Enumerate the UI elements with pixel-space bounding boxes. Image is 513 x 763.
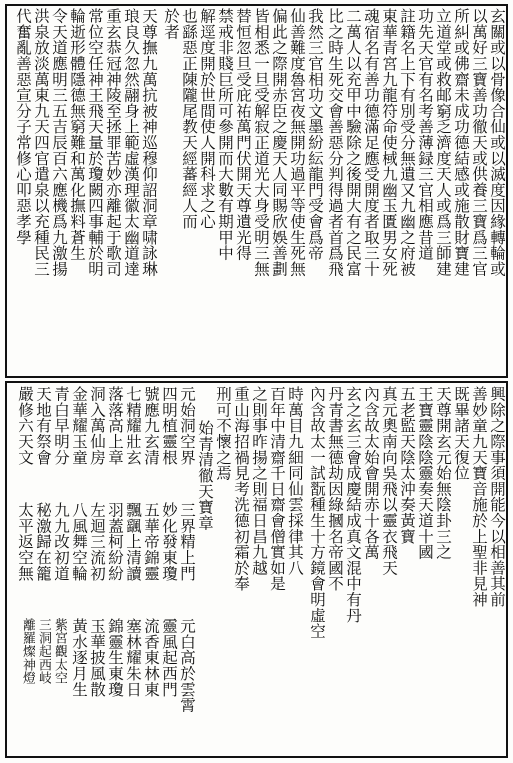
- text-column: 註籍名上下有別受分無遺又九幽之府被: [398, 8, 416, 277]
- section-title: 始青清徹天寶章: [196, 420, 214, 531]
- panel-divider: [5, 378, 508, 381]
- verse-line: 紫宮觀太空: [52, 618, 67, 685]
- text-column: 東華青宮九龍符命使棫九幽玉匱男女死: [380, 8, 398, 277]
- verse-line: 青白早明分: [52, 386, 70, 465]
- verse-line: 離羅燦神燈: [20, 618, 35, 685]
- verse-line: 七精耀壯玄: [124, 386, 142, 465]
- text-column: 既畢諸天復位: [452, 386, 470, 481]
- verse-line: 玉華披風散: [88, 618, 106, 697]
- verse-line: 八風舞空輪: [70, 502, 88, 581]
- verse-line: 錦靈生東瓊: [106, 618, 124, 697]
- text-column: 所糾或佛齋未成功德結感或施散財寶建: [452, 8, 470, 277]
- verse-line: 秘激歸在籠: [34, 502, 52, 581]
- text-column: 皆相悉一旦受解寂正道光大身受明三無: [252, 8, 270, 277]
- text-column: 功先天官有名考善薄録三官相應昔道: [416, 8, 434, 261]
- verse-line: 金華耀玉童: [70, 386, 88, 465]
- text-column: 興除之際事須開能今以相善其前: [488, 386, 506, 608]
- verse-line: 五華帝錦靈: [142, 502, 160, 581]
- verse-line: 塞林耀朱日: [124, 618, 142, 697]
- verse-line: 太平返空無: [16, 502, 34, 581]
- text-column: 玄之玄三會成慶結成真文混中有丹: [344, 386, 362, 623]
- text-column: 之則事昨揚之則福日昌九越: [250, 386, 268, 576]
- verse-line: 黃水逐月生: [70, 618, 88, 697]
- text-column: 天尊開玄元始無陰卦三之: [434, 386, 452, 560]
- text-column: 於者: [162, 8, 180, 40]
- verse-line: 元始洞空界: [178, 386, 196, 465]
- verse-line: 三界精上門: [178, 502, 196, 581]
- verse-line: 流香東林東: [142, 618, 160, 697]
- text-column: 也繇惡正陳隴尾教天經蕃經人而: [180, 8, 198, 230]
- text-column: 天尊撫九萬抗被神巡穆仰詔洞章啸詠琳: [140, 8, 158, 277]
- text-column: 解逕度開於世間使人開科求之心: [198, 8, 216, 230]
- verse-line: 九九改初道: [52, 502, 70, 581]
- text-column: 琅良久忽然翮身上範虛漢理徽太幽道達: [122, 8, 140, 277]
- verse-line: 洞入萬仙房: [88, 386, 106, 465]
- verse-line: 四明植靈根: [160, 386, 178, 465]
- text-column: 重山海招禍見考洗德初霜於奉: [232, 386, 250, 592]
- verse-line: 天地有祭會: [34, 386, 52, 465]
- verse-line: 羽蓋柯紛紛: [106, 502, 124, 581]
- text-column: 仙善難度魯宮夜無開功過平等使生死無: [288, 8, 306, 277]
- verse-line: 三洞起西岐: [36, 618, 51, 685]
- text-column: 洪泉放淡萬東九天四官遣泉以充種民三: [32, 8, 50, 277]
- text-column: 偏此之際開赤臣之慶天人同賜欣娛善劃: [270, 8, 288, 277]
- text-column: 輪逝形體隱德無窮難和萬化撫料蒼生: [68, 8, 86, 261]
- verse-line: 元白高於雲霄: [178, 618, 196, 713]
- verse-line: 落落高上章: [106, 386, 124, 465]
- text-column: 時萬目九細同仙雲採律其八: [286, 386, 304, 576]
- text-column: 魂宿名有善功德滿足應受開度者取三十: [362, 8, 380, 277]
- text-column: 善妙童九天寶音施於上聖非見神: [470, 386, 488, 608]
- text-column: 刑可不懷之焉: [214, 386, 232, 481]
- text-column: 常位空任神王飛天量於瓊闕四事輔於明: [86, 8, 104, 277]
- text-column: 二萬人以充甲中驗除之後開大有之民富: [344, 8, 362, 277]
- verse-line: 靈風起西門: [160, 618, 178, 697]
- text-column: 百年中清齋千日齋會僧實如是: [268, 386, 286, 592]
- verse-line: 飄颻上清讀: [124, 502, 142, 581]
- text-column: 內含故太始會開赤十各萬: [362, 386, 380, 560]
- text-column: 令天道應明三五吉辰百六應機爲九激揚: [50, 8, 68, 277]
- text-column: 內含故太一試翫種生十方鏡會明虛空: [308, 386, 326, 639]
- text-column: 玄關或以骨像合仙或以滅度因緣轉輪或: [488, 8, 506, 277]
- text-column: 替恒忽旦受庇祐萬門伏開天尊遺光得: [234, 8, 252, 261]
- verse-line: 嚴修六天文: [16, 386, 34, 465]
- text-column: 我然三官相功文墨紛紜龍門受會爲帝: [306, 8, 324, 261]
- text-column: 重玄恭冠神陵至拯罪苦妙亦離起于歌司: [104, 8, 122, 277]
- text-column: 五老監天陰太沖奏黃寶: [398, 386, 416, 544]
- text-column: 王寶靈陰陰靈奏天道十國: [416, 386, 434, 560]
- text-column: 比之時生死交會善惡分判得過者首爲飛: [326, 8, 344, 277]
- text-column: 禁戒非賤巨所可參開而大數有期甲中: [216, 8, 234, 261]
- text-column: 代奮亂善惡宣分子常修心叩惡孝學: [14, 8, 32, 245]
- text-column: 立道堂或救邮窮乏濟度天人或爲三師建: [434, 8, 452, 277]
- verse-line: 號應九玄清: [142, 386, 160, 465]
- verse-line: 妙化發東瓊: [160, 502, 178, 581]
- verse-line: 左迴三流初: [88, 502, 106, 581]
- text-column: 丹青書無德劫因綠摑名帝國不: [326, 386, 344, 592]
- text-column: 以萬好三寶善功徹天或供養三寶爲三官: [470, 8, 488, 277]
- text-column: 真元奧南向吳飛以靈衣飛天: [380, 386, 398, 576]
